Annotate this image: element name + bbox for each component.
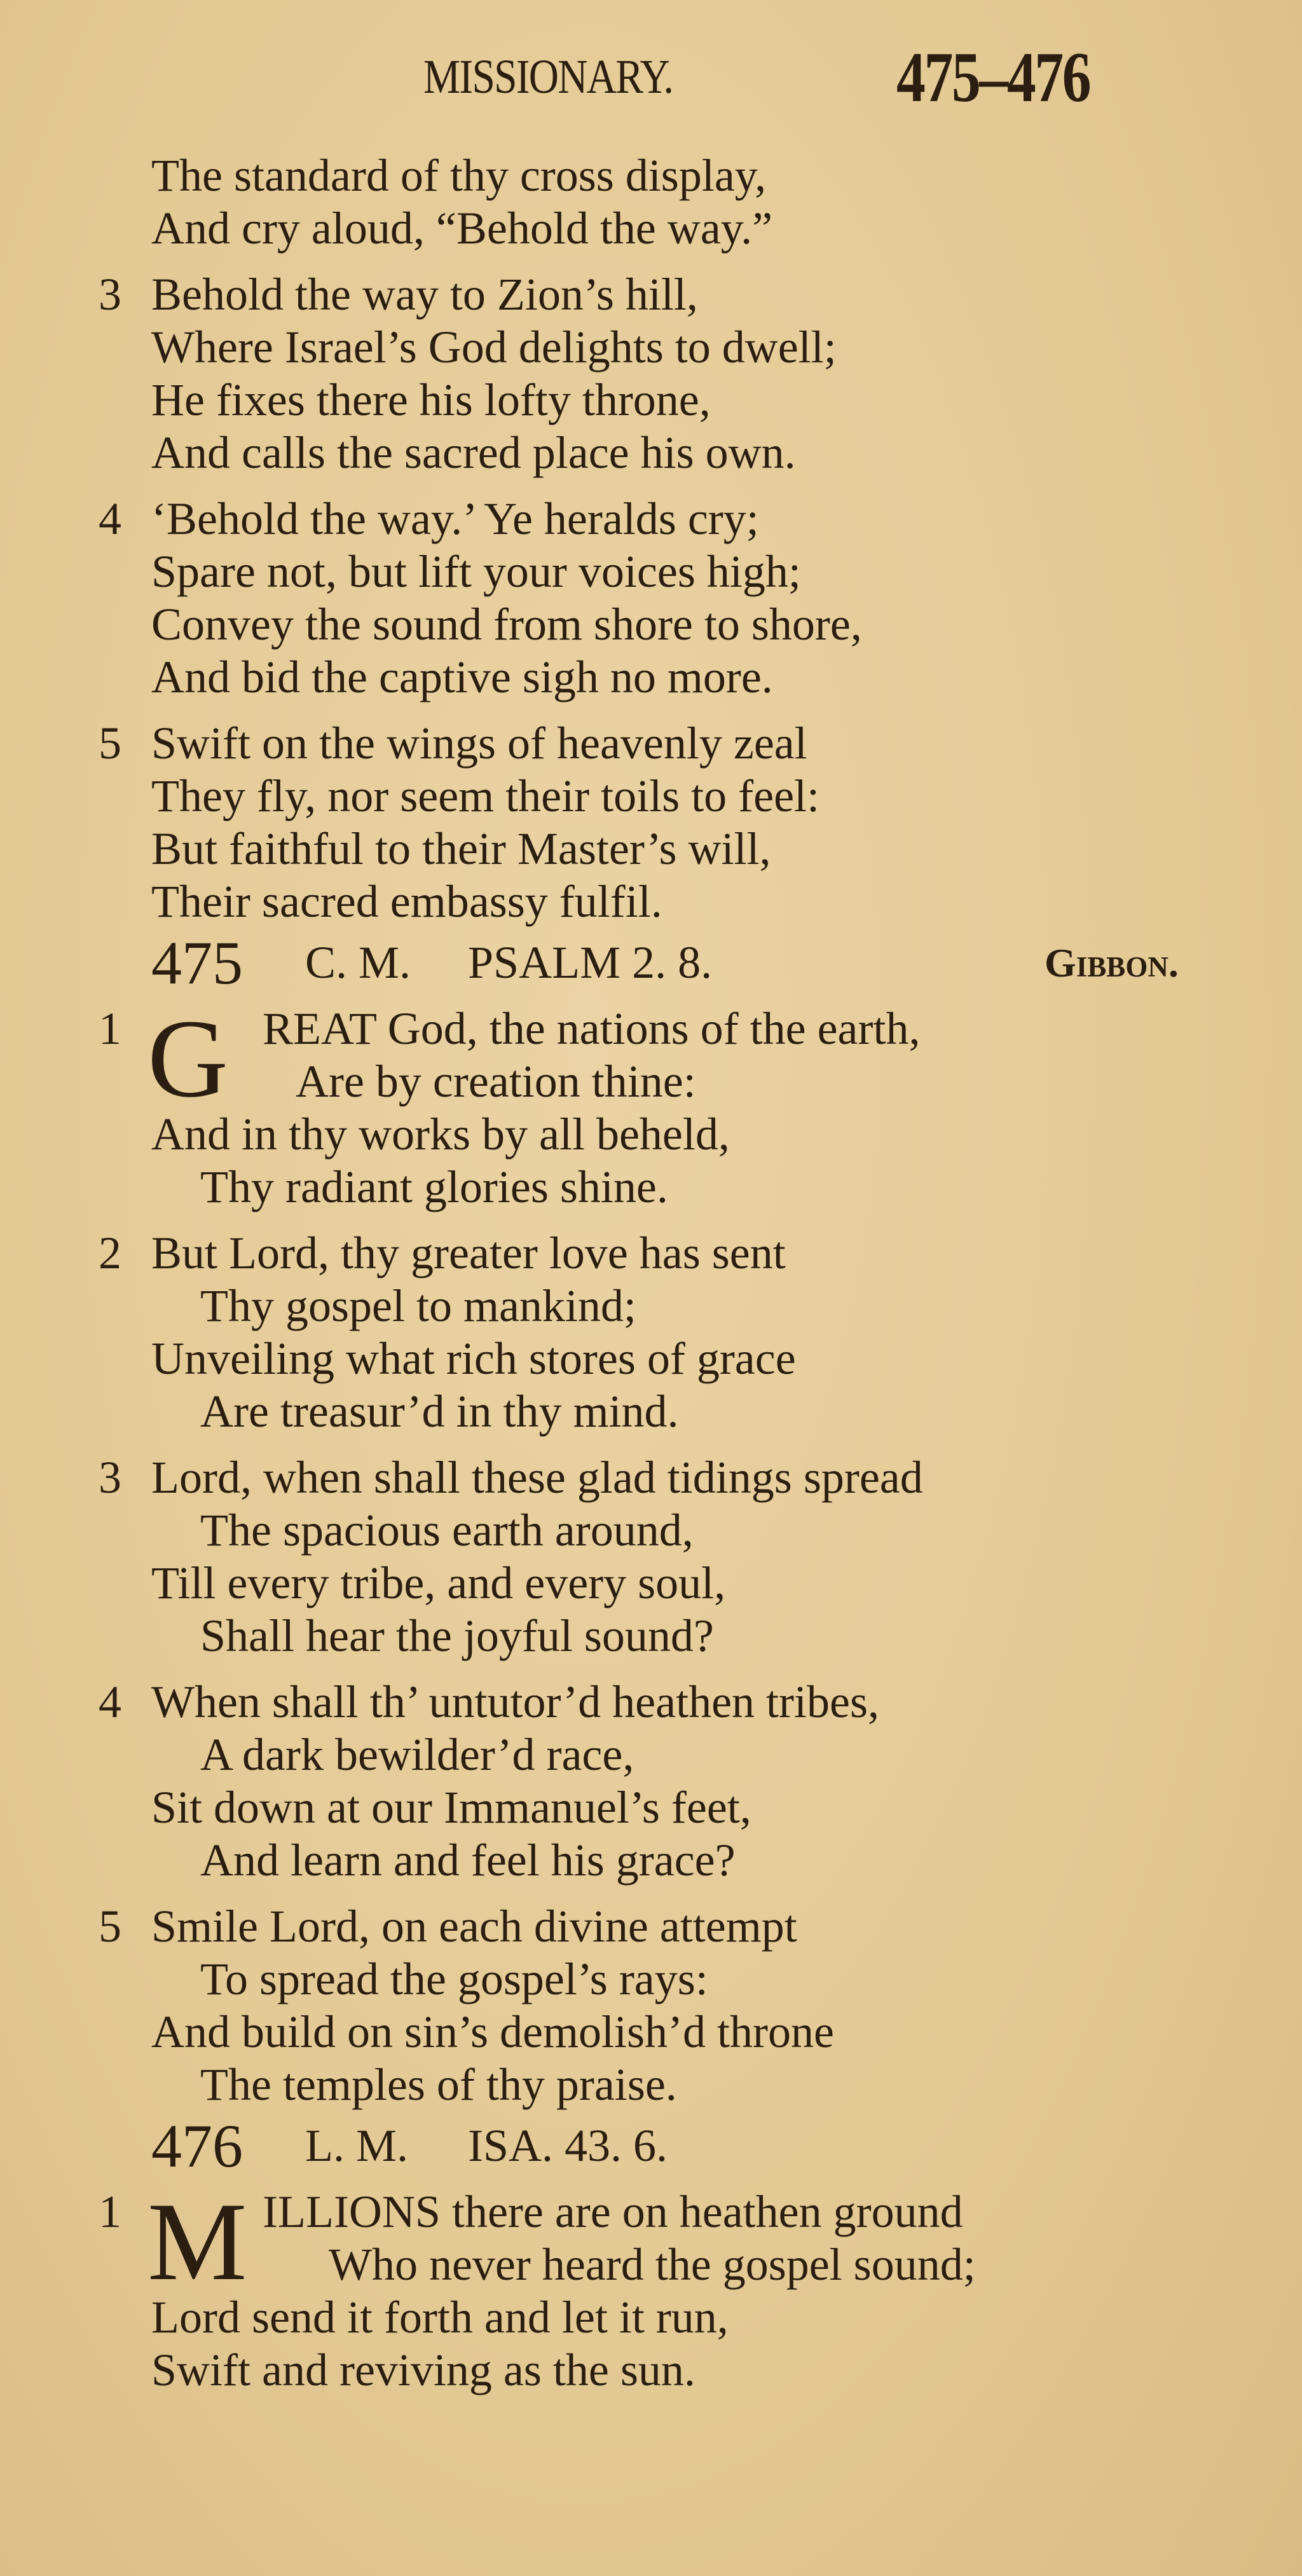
stanza [0, 1451, 1302, 1662]
verse-line: The standard of thy cross display, [151, 150, 767, 201]
verse-number: 1 [99, 1003, 121, 1054]
verse-line: Spare not, but lift your voices high; [151, 546, 801, 597]
verse-number: 4 [99, 1676, 121, 1727]
verse-number: 1 [99, 2186, 121, 2237]
verse-line: Thy gospel to mankind; [200, 1280, 636, 1331]
verse-number: 2 [99, 1228, 121, 1278]
verse-number: 3 [99, 1452, 121, 1503]
verse-line: Thy radiant glories shine. [200, 1161, 668, 1212]
verse-line: Swift and reviving as the sun. [151, 2345, 696, 2395]
verse-line: Smile Lord, on each divine attempt [151, 1901, 797, 1952]
stanza [0, 1676, 1302, 1887]
verse-line: Unveiling what rich stores of grace [151, 1333, 796, 1384]
verse-line: Till every tribe, and every soul, [151, 1558, 726, 1608]
verse-line: And cry aloud, “Behold the way.” [151, 203, 773, 254]
verse-line: And learn and feel his grace? [200, 1835, 736, 1886]
verse-line: They fly, nor seem their toils to feel: [151, 771, 820, 821]
hymn-number: 476 [151, 2112, 243, 2180]
verse-number: 5 [99, 1901, 121, 1952]
verse-line: Where Israel’s God delights to dwell; [151, 322, 837, 373]
verse-line: REAT God, the nations of the earth, [263, 1003, 921, 1054]
verse-line: To spread the gospel’s rays: [200, 1954, 708, 2004]
verse-number: 4 [99, 493, 121, 544]
verse-line: Behold the way to Zion’s hill, [151, 269, 698, 320]
verse-line: But Lord, thy greater love has sent [151, 1228, 786, 1278]
drop-cap: G [147, 997, 229, 1121]
stanza [0, 997, 1302, 1214]
stanza [0, 493, 1302, 704]
verse-line: ‘Behold the way.’ Ye heralds cry; [151, 493, 759, 544]
verse-line: Lord send it forth and let it run, [151, 2292, 729, 2343]
verse-line: Are by creation thine: [296, 1056, 696, 1107]
stanza [0, 268, 1302, 479]
verse-line: Are treasur’d in thy mind. [200, 1386, 679, 1437]
verse-line: Who never heard the gospel sound; [329, 2239, 976, 2290]
verse-line: Sit down at our Immanuel’s feet, [151, 1782, 751, 1833]
scripture-reference: ISA. 43. 6. [468, 2120, 668, 2171]
hymn-meter: L. M. [305, 2120, 408, 2171]
verse-line: ILLIONS there are on heathen ground [263, 2186, 963, 2237]
hymn-range: 475–476 [896, 38, 1090, 117]
verse-line: But faithful to their Master’s will, [151, 823, 771, 874]
verse-line: Swift on the wings of heavenly zeal [151, 718, 807, 769]
verse-line: The temples of thy praise. [200, 2059, 677, 2110]
verse-line: And bid the captive sigh no more. [151, 652, 773, 702]
verse-number: 5 [99, 718, 121, 769]
section-title: MISSIONARY. [423, 50, 673, 104]
stanza [0, 1227, 1302, 1438]
verse-line: And in thy works by all beheld, [151, 1109, 730, 1160]
verse-line: When shall th’ untutor’d heathen tribes, [151, 1676, 880, 1727]
drop-cap: M [147, 2180, 247, 2304]
verse-line: Convey the sound from shore to shore, [151, 599, 862, 650]
hymn-number: 475 [151, 929, 243, 997]
verse-line: He fixes there his lofty throne, [151, 374, 711, 425]
verse-line: Lord, when shall these glad tidings spread [151, 1452, 923, 1503]
stanza [0, 717, 1302, 928]
stanza [0, 1900, 1302, 2111]
stanza [0, 2180, 1302, 2397]
verse-number: 3 [99, 269, 121, 320]
page-header [0, 25, 1302, 127]
hymn-heading [0, 929, 1302, 997]
verse-line: And build on sin’s demolish’d throne [151, 2006, 834, 2057]
verse-line: The spacious earth around, [200, 1505, 694, 1556]
verse-line: Their sacred embassy fulfil. [151, 876, 662, 927]
verse-line: A dark bewilder’d race, [200, 1729, 634, 1780]
hymn-meter: C. M. [305, 937, 411, 988]
hymn-heading [0, 2112, 1302, 2180]
verse-line: Shall hear the joyful sound? [200, 1610, 714, 1661]
scripture-reference: PSALM 2. 8. [468, 937, 713, 988]
hymn-content [0, 149, 1302, 2397]
tune-name: Gibbon. [1045, 940, 1179, 985]
verse-line: And calls the sacred place his own. [151, 427, 796, 478]
stanza [0, 149, 1302, 255]
